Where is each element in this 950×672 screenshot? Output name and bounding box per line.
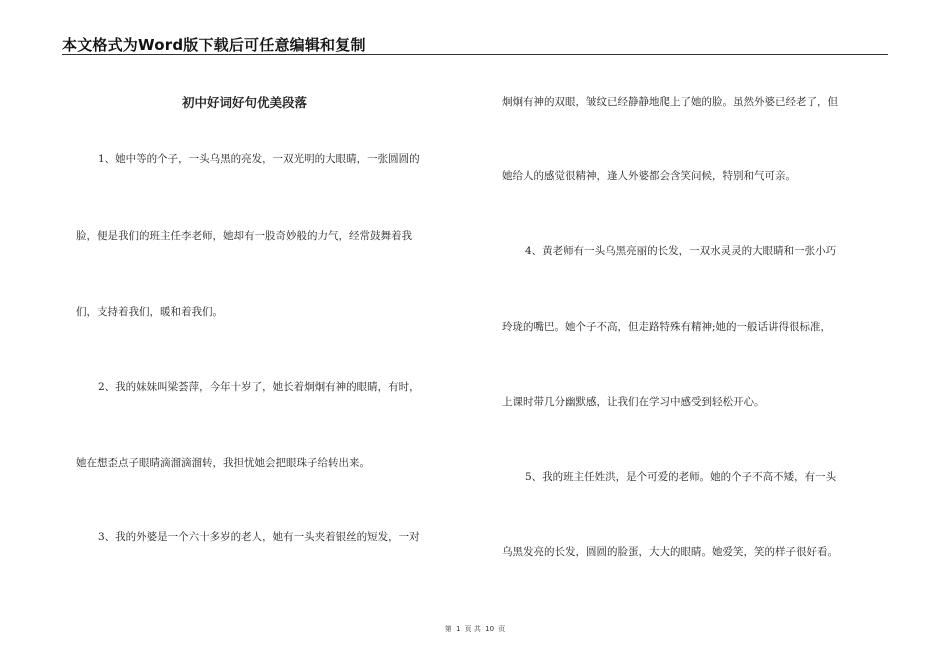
header-divider [62, 54, 888, 55]
paragraph-line: 玲珑的嘴巴。她个子不高，但走路特殊有精神;她的一般话讲得很标准， [502, 321, 832, 333]
paragraph-line: 4、黄老师有一头乌黑亮丽的长发，一双水灵灵的大眼睛和一张小巧 [525, 245, 837, 257]
paragraph-line: 1、她中等的个子，一头乌黑的亮发，一双光明的大眼睛，一张圆圆的 [98, 153, 420, 165]
paragraph-line: 2、我的妹妹叫梁荟萍，今年十岁了，她长着炯炯有神的眼睛，有时， [98, 381, 420, 393]
document-title: 初中好词好句优美段落 [181, 95, 307, 110]
paragraph-line: 炯炯有神的双眼，皱纹已经静静地爬上了她的脸。虽然外婆已经老了，但 [502, 96, 838, 108]
paragraph-line: 脸，便是我们的班主任李老师，她却有一股奇妙般的力气，经常鼓舞着我 [76, 230, 412, 242]
page-indicator [0, 624, 950, 634]
current-page-number: 1 [455, 625, 461, 633]
page-suffix: 页 [498, 625, 506, 633]
paragraph-line: 5、我的班主任姓洪，是个可爱的老师。她的个子不高不矮，有一头 [525, 471, 837, 483]
download-banner-text: 本文格式为Word版下载后可任意编辑和复制 [62, 36, 366, 54]
paragraph-line: 她在想歪点子眼睛滴溜滴溜转，我担忧她会把眼珠子给转出来。 [76, 457, 370, 469]
total-page-count: 10 [485, 625, 495, 633]
page-prefix: 第 [444, 625, 452, 633]
paragraph-line: 3、我的外婆是一个六十多岁的老人，她有一头夹着银丝的短发，一对 [98, 531, 420, 543]
paragraph-line: 们，支持着我们，暖和着我们。 [76, 306, 223, 318]
page-middle-text: 页 共 [464, 625, 481, 633]
paragraph-line: 上课时带几分幽默感，让我们在学习中感受到轻松开心。 [502, 396, 765, 408]
paragraph-line: 她给人的感觉很精神，逢人外婆都会含笑问候，特别和气可亲。 [502, 170, 796, 182]
paragraph-line: 乌黑发亮的长发，圆圆的脸蛋，大大的眼睛。她爱笑，笑的样子很好看。 [502, 546, 838, 558]
